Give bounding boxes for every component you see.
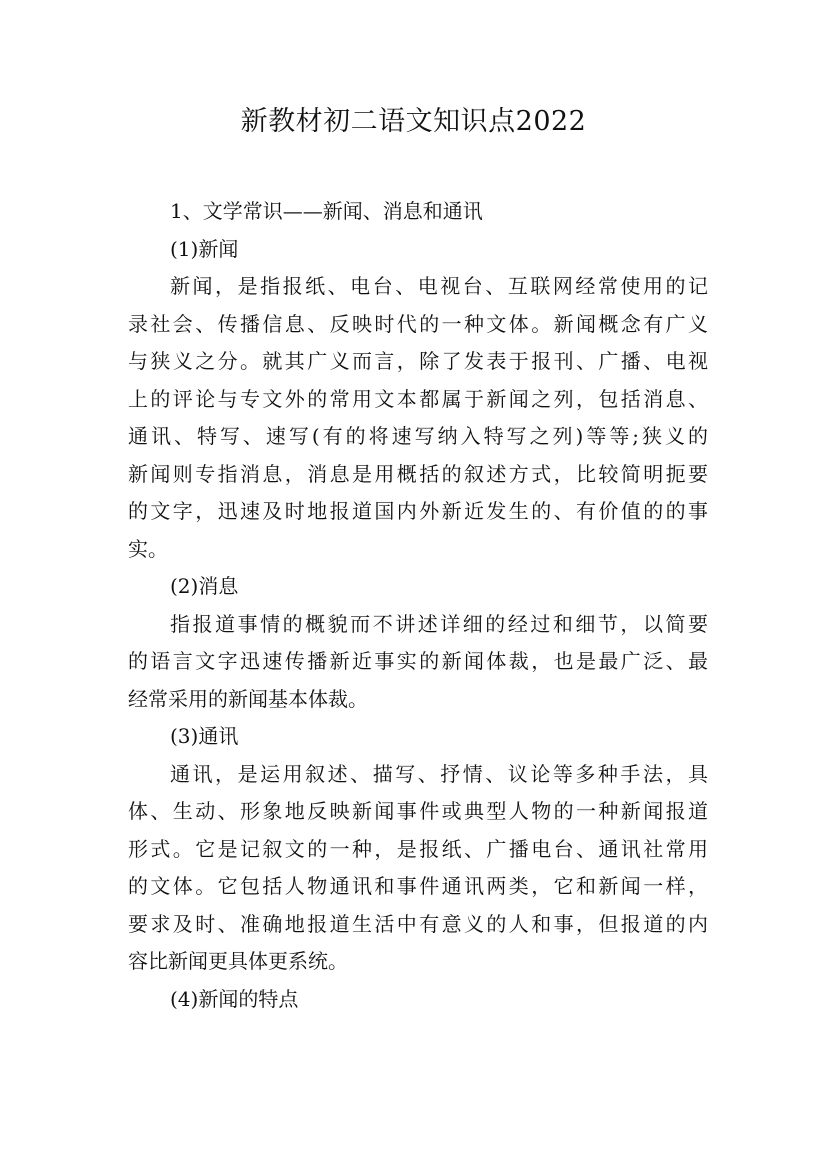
text-line: 要求及时、准确地报道生活中有意义的人和事，但报道的内 (128, 911, 708, 936)
text-line: (3)通讯 (170, 724, 239, 748)
text-line: 1、文学常识——新闻、消息和通讯 (170, 199, 483, 223)
text-line: 指报道事情的概貌而不讲述详细的经过和细节，以简要 (170, 611, 708, 636)
text-line: 的文字，迅速及时地报道国内外新近发生的、有价值的的事 (128, 499, 708, 523)
document-body (128, 193, 708, 1018)
text-line: 实。 (128, 536, 168, 561)
text-line: (4)新闻的特点 (170, 986, 299, 1011)
text-line: 新闻，是指报纸、电台、电视台、互联网经常使用的记 (170, 274, 708, 298)
text-line: (2)消息 (170, 574, 239, 598)
text-line: 通讯，是运用叙述、描写、抒情、议论等多种手法，具 (170, 761, 708, 786)
text-line: 录社会、传播信息、反映时代的一种文体。新闻概念有广义 (128, 311, 708, 336)
text-line: 通讯、特写、速写(有的将速写纳入特写之列)等等;狭义的 (128, 424, 708, 448)
text-line: 的语言文字迅速传播新近事实的新闻体裁，也是最广泛、最 (128, 649, 708, 673)
text-line: (1)新闻 (170, 236, 239, 261)
text-line: 体、生动、形象地反映新闻事件或典型人物的一种新闻报道 (128, 799, 708, 823)
document-title: 新教材初二语文知识点2022 (240, 106, 587, 137)
text-line: 容比新闻更具体更系统。 (128, 949, 348, 973)
text-line: 新闻则专指消息，消息是用概括的叙述方式，比较简明扼要 (128, 461, 708, 486)
text-line: 与狭义之分。就其广义而言，除了发表于报刊、广播、电视 (128, 349, 708, 373)
text-line: 经常采用的新闻基本体裁。 (128, 686, 368, 711)
text-line: 形式。它是记叙文的一种，是报纸、广播电台、通讯社常用 (128, 836, 708, 861)
text-line: 的文体。它包括人物通讯和事件通讯两类，它和新闻一样， (128, 874, 708, 898)
text-line: 上的评论与专文外的常用文本都属于新闻之列，包括消息、 (128, 386, 708, 411)
